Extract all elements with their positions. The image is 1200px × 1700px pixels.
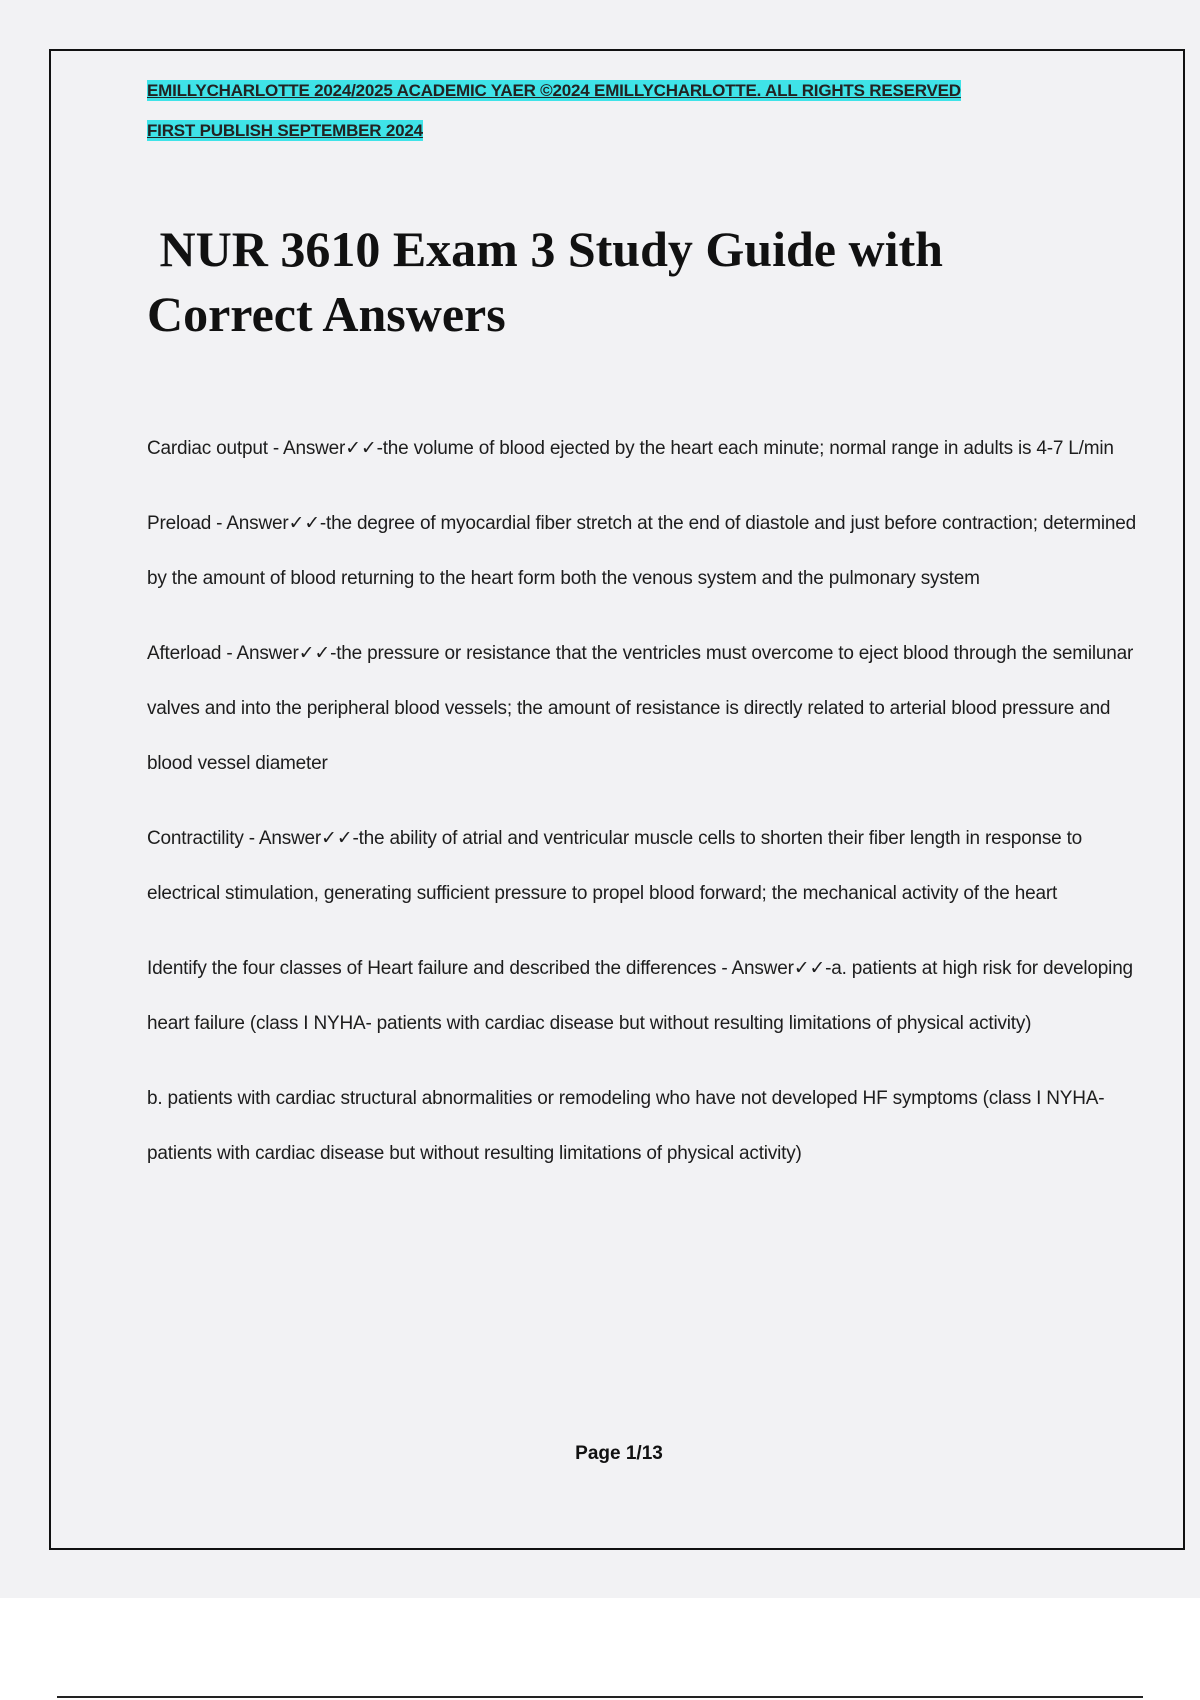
- entry-heart-failure-classes: Identify the four classes of Heart failure and described the differences - Answer✓✓-a. patients at high risk for developing heart failure (class I NYHA- patients with cardiac disease but without resulting limitations of physical activity): [147, 958, 1133, 1034]
- next-page-divider: [57, 1696, 1143, 1698]
- publish-date-line: FIRST PUBLISH SEPTEMBER 2024: [147, 121, 423, 140]
- page-border: [49, 49, 1185, 1550]
- entry-heart-failure-class-b: b. patients with cardiac structural abnormalities or remodeling who have not developed HF symptoms (class I NYHA- patients with cardiac disease but without resulting limitations of physical activity): [147, 1088, 1105, 1164]
- entry-cardiac-output: Cardiac output - Answer✓✓-the volume of blood ejected by the heart each minute; normal range in adults is 4-7 L/min: [147, 438, 1114, 459]
- copyright-line: EMILLYCHARLOTTE 2024/2025 ACADEMIC YAER ©2024 EMILLYCHARLOTTE. ALL RIGHTS RESERVED: [147, 81, 961, 100]
- entry-afterload: Afterload - Answer✓✓-the pressure or resistance that the ventricles must overcome to eject blood through the semilunar valves and into the peripheral blood vessels; the amount of resistance is directly related to arterial blood pressure and blood vessel diameter: [147, 643, 1134, 774]
- study-guide-body: [147, 421, 1147, 1201]
- title-line-2: Correct Answers: [147, 286, 506, 342]
- copyright-header: [147, 71, 961, 151]
- entry-preload: Preload - Answer✓✓-the degree of myocardial fiber stretch at the end of diastole and just before contraction; determined by the amount of blood returning to the heart form both the venous system and the pulmonary system: [147, 513, 1137, 589]
- title-line-1: NUR 3610 Exam 3 Study Guide with: [147, 221, 943, 277]
- page-number: Page 1/13: [575, 1443, 663, 1464]
- document-title: [147, 217, 943, 347]
- entry-contractility: Contractility - Answer✓✓-the ability of atrial and ventricular muscle cells to shorten their fiber length in response to electrical stimulation, generating sufficient pressure to propel blood forward; the mechanical activity of the heart: [147, 828, 1083, 904]
